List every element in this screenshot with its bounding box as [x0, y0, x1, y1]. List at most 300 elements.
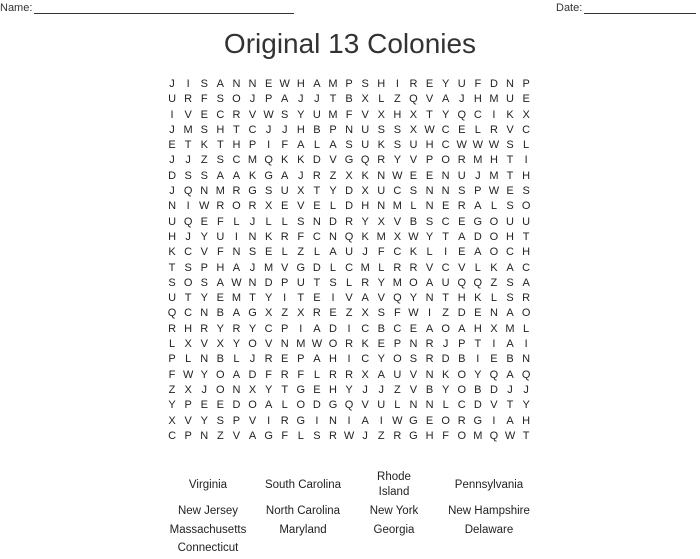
- grid-letter: I: [347, 353, 351, 366]
- grid-letter: V: [200, 338, 208, 351]
- grid-letter: A: [458, 322, 466, 335]
- grid-letter: U: [345, 246, 354, 259]
- grid-letter: L: [490, 292, 497, 305]
- grid-letter: O: [489, 215, 499, 228]
- grid-letter: C: [361, 353, 370, 366]
- grid-letter: S: [248, 246, 257, 259]
- grid-letter: R: [232, 185, 241, 198]
- grid-letter: T: [474, 338, 482, 351]
- grid-letter: S: [393, 139, 402, 152]
- grid-letter: M: [264, 261, 274, 274]
- grid-letter: L: [442, 399, 449, 412]
- word-bank-item: South Carolina: [264, 478, 342, 491]
- grid-letter: E: [281, 200, 289, 213]
- grid-letter: O: [328, 338, 338, 351]
- grid-letter: V: [329, 154, 337, 167]
- grid-letter: L: [297, 429, 304, 442]
- grid-letter: U: [296, 276, 305, 289]
- grid-letter: W: [504, 429, 516, 442]
- grid-letter: O: [457, 429, 467, 442]
- grid-letter: R: [232, 108, 241, 121]
- grid-letter: D: [232, 399, 241, 412]
- grid-letter: R: [329, 368, 337, 381]
- grid-letter: I: [267, 139, 271, 152]
- grid-letter: G: [264, 429, 273, 442]
- grid-letter: P: [264, 93, 273, 106]
- grid-letter: C: [361, 322, 370, 335]
- grid-letter: P: [345, 78, 353, 90]
- grid-letter: I: [395, 78, 399, 90]
- grid-letter: S: [377, 123, 385, 136]
- grid-letter: N: [441, 169, 450, 182]
- grid-letter: N: [248, 78, 257, 90]
- grid-letter: E: [441, 200, 450, 213]
- grid-letter: V: [184, 414, 192, 427]
- grid-letter: A: [281, 93, 289, 106]
- grid-letter: A: [329, 246, 337, 259]
- grid-letter: U: [377, 399, 386, 412]
- grid-letter: P: [184, 399, 192, 412]
- grid-letter: Q: [457, 108, 467, 121]
- grid-letter: O: [441, 154, 450, 167]
- grid-letter: F: [265, 368, 272, 381]
- grid-letter: Y: [168, 399, 176, 412]
- grid-letter: H: [522, 246, 531, 259]
- grid-letter: N: [425, 292, 434, 305]
- grid-letter: X: [377, 215, 385, 228]
- grid-letter: O: [393, 353, 402, 366]
- grid-letter: F: [393, 307, 401, 320]
- grid-letter: M: [328, 78, 338, 90]
- grid-letter: M: [505, 322, 515, 335]
- page-title: Original 13 Colonies: [223, 28, 477, 59]
- grid-letter: N: [425, 200, 434, 213]
- grid-letter: E: [458, 123, 466, 136]
- grid-letter: U: [441, 276, 450, 289]
- grid-letter: K: [361, 338, 369, 351]
- grid-letter: X: [361, 93, 369, 106]
- grid-letter: L: [378, 261, 385, 274]
- grid-letter: U: [312, 108, 321, 121]
- grid-letter: S: [200, 169, 208, 182]
- grid-letter: I: [186, 78, 190, 90]
- grid-letter: C: [441, 261, 450, 274]
- grid-letter: J: [249, 261, 256, 274]
- grid-letter: R: [248, 200, 257, 213]
- grid-letter: Z: [329, 169, 337, 182]
- grid-letter: S: [264, 185, 273, 198]
- grid-letter: N: [200, 307, 209, 320]
- grid-letter: D: [312, 154, 321, 167]
- grid-letter: M: [489, 169, 499, 182]
- grid-letter: N: [232, 78, 241, 90]
- grid-letter: I: [283, 292, 287, 305]
- grid-letter: J: [249, 93, 256, 106]
- grid-letter: C: [441, 215, 450, 228]
- grid-letter: V: [490, 399, 498, 412]
- grid-letter: U: [506, 215, 514, 228]
- grid-letter: L: [378, 93, 385, 106]
- grid-letter: M: [489, 93, 499, 106]
- grid-letter: O: [216, 383, 225, 396]
- grid-letter: Y: [409, 292, 418, 305]
- grid-letter: Q: [344, 230, 354, 243]
- grid-letter: K: [168, 246, 176, 259]
- grid-letter: Y: [200, 292, 208, 305]
- grid-letter: D: [473, 399, 482, 412]
- grid-letter: E: [200, 399, 208, 412]
- grid-letter: J: [281, 123, 288, 136]
- grid-letter: M: [231, 292, 241, 305]
- grid-letter: X: [264, 200, 273, 213]
- grid-letter: B: [409, 215, 418, 228]
- grid-letter: O: [457, 383, 467, 396]
- grid-letter: K: [490, 261, 498, 274]
- grid-letter: M: [360, 261, 370, 274]
- grid-letter: L: [281, 215, 288, 228]
- grid-letter: J: [442, 338, 449, 351]
- grid-letter: W: [343, 429, 355, 442]
- grid-letter: N: [425, 185, 434, 198]
- grid-letter: H: [361, 200, 370, 213]
- grid-letter: E: [522, 93, 530, 106]
- grid-letter: H: [425, 429, 434, 442]
- grid-letter: V: [458, 261, 466, 274]
- grid-letter: J: [458, 93, 465, 106]
- grid-letter: Q: [489, 429, 499, 442]
- grid-letter: O: [232, 200, 241, 213]
- grid-letter: I: [492, 108, 496, 121]
- grid-letter: D: [312, 399, 321, 412]
- grid-letter: L: [313, 139, 320, 152]
- word-bank-item: Pennsylvania: [454, 478, 524, 491]
- grid-letter: H: [296, 123, 305, 136]
- grid-letter: O: [248, 338, 257, 351]
- grid-letter: A: [361, 414, 369, 427]
- grid-letter: U: [361, 123, 370, 136]
- grid-letter: X: [345, 169, 353, 182]
- grid-letter: Z: [297, 246, 305, 259]
- grid-letter: T: [249, 292, 256, 305]
- grid-letter: P: [474, 185, 482, 198]
- grid-letter: I: [444, 246, 448, 259]
- grid-letter: Q: [409, 93, 418, 106]
- grid-letter: B: [216, 307, 224, 320]
- grid-letter: S: [200, 78, 208, 90]
- grid-letter: U: [506, 93, 514, 106]
- grid-letter: Y: [200, 368, 208, 381]
- grid-letter: J: [475, 169, 481, 182]
- grid-letter: J: [169, 78, 175, 90]
- grid-letter: Y: [441, 383, 450, 396]
- grid-letter: B: [377, 322, 385, 335]
- grid-letter: H: [425, 139, 434, 152]
- word-bank-item: Connecticut: [177, 541, 239, 554]
- grid-letter: N: [232, 246, 241, 259]
- grid-letter: P: [522, 78, 530, 90]
- grid-letter: H: [473, 322, 482, 335]
- grid-letter: J: [185, 230, 191, 243]
- grid-letter: L: [233, 215, 240, 228]
- grid-letter: X: [377, 108, 385, 121]
- grid-letter: W: [472, 139, 484, 152]
- grid-letter: S: [313, 429, 321, 442]
- grid-letter: K: [281, 154, 289, 167]
- grid-letter: X: [297, 307, 305, 320]
- grid-letter: I: [331, 292, 335, 305]
- grid-letter: M: [473, 154, 483, 167]
- grid-letter: O: [441, 322, 450, 335]
- grid-letter: Y: [522, 399, 530, 412]
- grid-letter: G: [248, 307, 257, 320]
- grid-letter: W: [311, 338, 323, 351]
- grid-letter: A: [506, 368, 514, 381]
- grid-letter: X: [361, 307, 369, 320]
- grid-letter: T: [313, 185, 321, 198]
- grid-letter: X: [409, 108, 418, 121]
- grid-letter: F: [297, 230, 305, 243]
- grid-letter: J: [298, 93, 304, 106]
- grid-letter: O: [248, 399, 257, 412]
- grid-letter: K: [506, 108, 514, 121]
- grid-letter: S: [458, 185, 466, 198]
- grid-letter: Q: [167, 307, 177, 320]
- grid-letter: U: [457, 78, 466, 90]
- grid-letter: E: [409, 322, 418, 335]
- grid-letter: C: [216, 108, 225, 121]
- name-field[interactable]: [0, 2, 294, 14]
- grid-letter: X: [361, 368, 369, 381]
- grid-letter: Q: [360, 154, 370, 167]
- grid-letter: T: [233, 123, 240, 136]
- grid-letter: J: [185, 154, 191, 167]
- grid-letter: A: [248, 429, 257, 442]
- grid-letter: D: [248, 368, 257, 381]
- grid-letter: A: [522, 276, 530, 289]
- grid-letter: H: [216, 123, 225, 136]
- grid-letter: L: [281, 399, 288, 412]
- grid-letter: S: [345, 139, 353, 152]
- word-bank-item: New Hampshire: [448, 504, 530, 517]
- grid-letter: N: [329, 230, 337, 243]
- date-line[interactable]: [584, 3, 696, 14]
- grid-letter: C: [393, 185, 402, 198]
- grid-letter: S: [200, 276, 208, 289]
- grid-letter: C: [441, 139, 450, 152]
- grid-letter: Q: [393, 292, 402, 305]
- grid-letter: F: [168, 368, 176, 381]
- grid-letter: R: [425, 338, 434, 351]
- grid-letter: E: [409, 169, 418, 182]
- grid-letter: S: [184, 261, 192, 274]
- grid-letter: I: [315, 414, 319, 427]
- grid-letter: K: [248, 169, 257, 182]
- grid-letter: F: [377, 246, 385, 259]
- grid-letter: Y: [248, 322, 257, 335]
- grid-letter: E: [313, 383, 321, 396]
- grid-letter: X: [490, 322, 498, 335]
- grid-letter: E: [313, 200, 321, 213]
- grid-letter: H: [506, 230, 514, 243]
- grid-letter: V: [345, 292, 353, 305]
- grid-letter: L: [346, 276, 353, 289]
- grid-letter: Y: [329, 185, 337, 198]
- grid-letter: W: [199, 200, 210, 213]
- word-bank-item: New York: [369, 504, 419, 517]
- grid-letter: T: [329, 93, 337, 106]
- grid-letter: E: [264, 78, 273, 90]
- grid-letter: E: [377, 338, 385, 351]
- grid-letter: R: [345, 368, 354, 381]
- grid-letter: A: [506, 414, 514, 427]
- grid-letter: E: [490, 353, 498, 366]
- grid-letter: P: [281, 322, 289, 335]
- grid-letter: R: [280, 414, 289, 427]
- grid-letter: G: [296, 414, 306, 427]
- grid-letter: N: [409, 338, 418, 351]
- grid-letter: C: [232, 154, 241, 167]
- grid-letter: R: [345, 338, 354, 351]
- grid-letter: N: [489, 307, 498, 320]
- grid-letter: E: [329, 307, 337, 320]
- grid-letter: X: [361, 185, 369, 198]
- grid-letter: J: [314, 93, 320, 106]
- grid-letter: A: [474, 200, 482, 213]
- grid-letter: Q: [521, 368, 531, 381]
- grid-letter: N: [312, 215, 321, 228]
- grid-letter: Y: [264, 292, 273, 305]
- grid-letter: O: [409, 276, 418, 289]
- grid-letter: M: [473, 429, 483, 442]
- grid-letter: R: [377, 154, 386, 167]
- grid-letter: D: [168, 169, 177, 182]
- grid-letter: N: [425, 399, 434, 412]
- grid-letter: H: [377, 78, 386, 90]
- grid-letter: B: [506, 353, 514, 366]
- grid-letter: X: [522, 108, 530, 121]
- grid-letter: F: [297, 368, 305, 381]
- grid-letter: K: [264, 230, 273, 243]
- grid-letter: C: [457, 399, 466, 412]
- grid-letter: O: [489, 246, 499, 259]
- grid-letter: E: [458, 215, 466, 228]
- grid-letter: S: [168, 276, 176, 289]
- grid-letter: J: [169, 185, 175, 198]
- grid-letter: H: [216, 261, 225, 274]
- grid-letter: B: [474, 383, 482, 396]
- date-field[interactable]: [556, 2, 696, 14]
- grid-letter: D: [345, 200, 354, 213]
- grid-letter: Q: [183, 185, 193, 198]
- grid-letter: L: [394, 399, 401, 412]
- grid-letter: S: [377, 307, 385, 320]
- grid-letter: A: [216, 276, 224, 289]
- grid-letter: A: [458, 230, 466, 243]
- grid-letter: N: [168, 200, 177, 213]
- grid-letter: M: [376, 230, 386, 243]
- grid-letter: D: [489, 78, 498, 90]
- grid-letter: F: [281, 429, 289, 442]
- grid-letter: G: [296, 261, 306, 274]
- grid-letter: D: [473, 230, 482, 243]
- grid-letter: S: [425, 215, 434, 228]
- grid-letter: D: [457, 307, 466, 320]
- grid-letter: X: [168, 414, 176, 427]
- grid-letter: W: [279, 78, 290, 90]
- grid-letter: W: [263, 108, 274, 121]
- grid-letter: R: [409, 261, 418, 274]
- grid-letter: M: [183, 123, 193, 136]
- grid-letter: A: [506, 261, 514, 274]
- grid-letter: R: [457, 200, 466, 213]
- grid-letter: C: [522, 123, 531, 136]
- grid-letter: O: [521, 200, 531, 213]
- grid-letter: E: [313, 292, 321, 305]
- grid-letter: L: [329, 261, 337, 274]
- grid-letter: N: [329, 414, 337, 427]
- grid-letter: L: [329, 200, 337, 213]
- grid-letter: T: [297, 292, 305, 305]
- grid-letter: T: [184, 292, 192, 305]
- grid-letter: T: [506, 169, 514, 182]
- grid-letter: R: [232, 322, 241, 335]
- word-bank-item: Delaware: [464, 523, 514, 536]
- word-bank-item: Maryland: [279, 523, 327, 536]
- grid-letter: X: [216, 338, 224, 351]
- grid-letter: T: [442, 292, 449, 305]
- grid-letter: E: [281, 353, 289, 366]
- grid-letter: N: [441, 185, 450, 198]
- grid-letter: B: [345, 93, 353, 106]
- grid-letter: H: [329, 353, 337, 366]
- grid-letter: G: [328, 399, 338, 412]
- grid-letter: S: [216, 414, 224, 427]
- grid-letter: J: [362, 429, 368, 442]
- grid-letter: D: [329, 322, 337, 335]
- grid-letter: D: [441, 353, 450, 366]
- grid-letter: U: [522, 215, 531, 228]
- grid-letter: Q: [473, 276, 483, 289]
- grid-letter: I: [492, 338, 496, 351]
- grid-letter: V: [281, 261, 289, 274]
- grid-letter: N: [522, 353, 531, 366]
- grid-letter: M: [392, 276, 402, 289]
- grid-letter: V: [184, 108, 192, 121]
- grid-letter: B: [216, 353, 224, 366]
- grid-letter: U: [168, 292, 177, 305]
- grid-letter: A: [361, 292, 369, 305]
- grid-letter: Z: [281, 307, 289, 320]
- grid-letter: Y: [264, 383, 273, 396]
- grid-letter: A: [297, 139, 305, 152]
- grid-letter: K: [200, 139, 208, 152]
- grid-letter: N: [409, 399, 418, 412]
- grid-letter: N: [506, 78, 514, 90]
- grid-letter: W: [456, 139, 467, 152]
- grid-letter: W: [488, 139, 500, 152]
- name-line[interactable]: [34, 3, 294, 14]
- grid-letter: V: [425, 93, 434, 106]
- grid-letter: K: [361, 230, 369, 243]
- grid-letter: T: [522, 230, 530, 243]
- grid-letter: H: [489, 154, 498, 167]
- grid-letter: Y: [474, 368, 482, 381]
- grid-letter: O: [489, 230, 499, 243]
- grid-letter: I: [476, 353, 480, 366]
- grid-letter: V: [248, 108, 257, 121]
- grid-letter: S: [216, 154, 224, 167]
- grid-letter: N: [425, 368, 434, 381]
